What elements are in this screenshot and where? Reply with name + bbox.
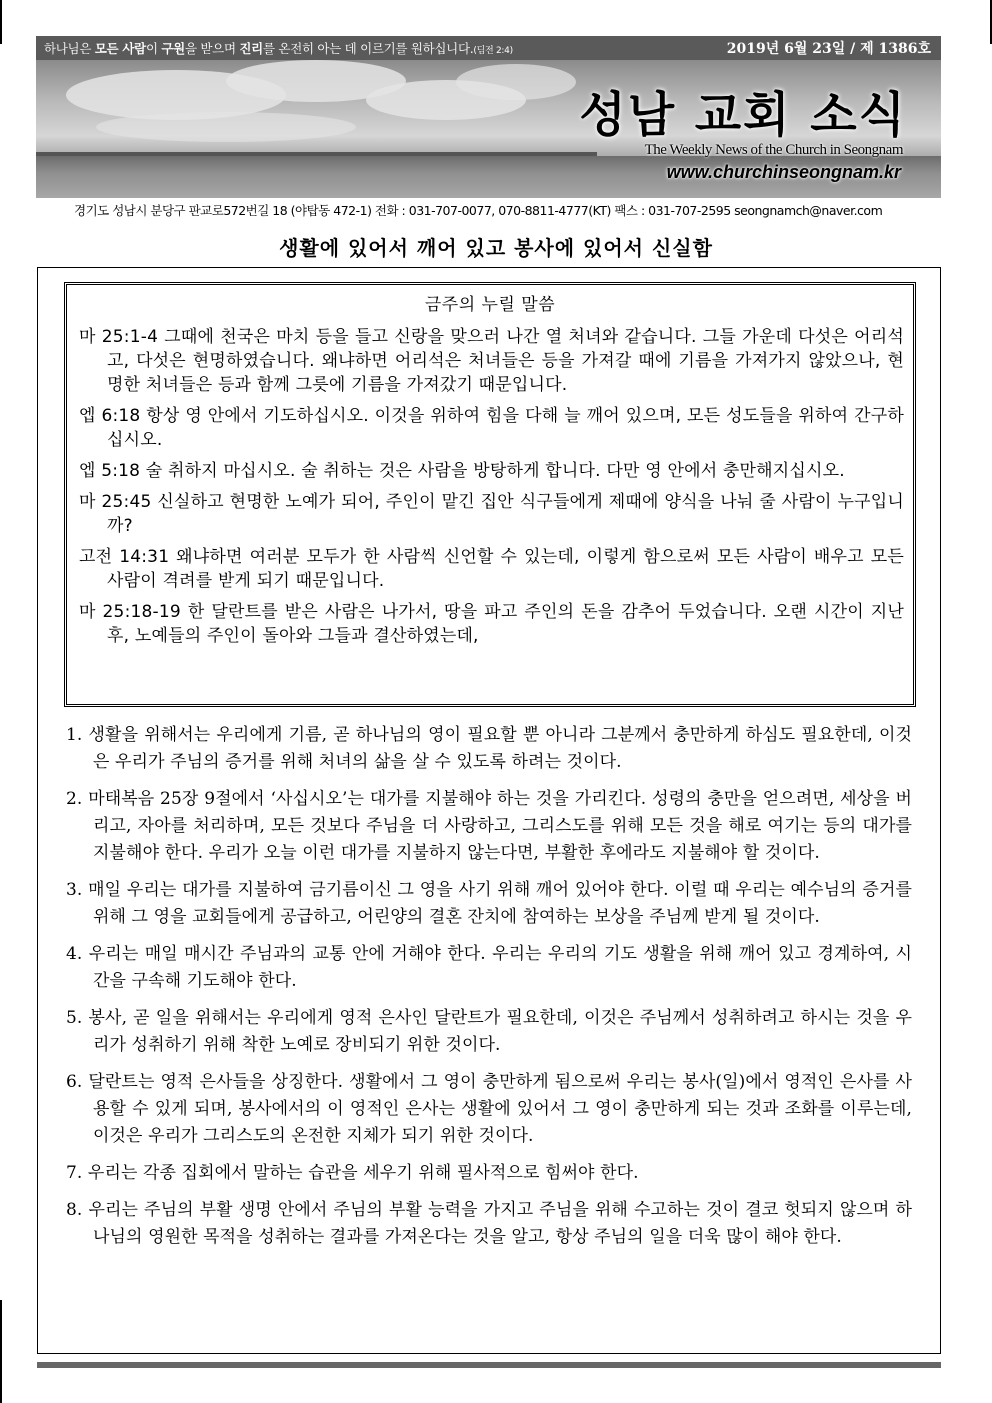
outline-point: 6. 달란트는 영적 은사들을 상징한다. 생활에서 그 영이 충만하게 됨으로써 우리는 봉사(일)에서 영적인 은사를 사용할 수 있게 되며, 봉사에서의 이 영적인 은사는 생활에 있어서 그 영이 충만하게 되는 것과 조화를 이루는데, 이것은 우리가 그리스도의 온전한 지체가 되기 위한 것이다. — [66, 1072, 912, 1146]
masthead — [36, 36, 941, 198]
outline-point: 5. 봉사, 곧 일을 위해서는 우리에게 영적 은사인 달란트가 필요한데, 이것은 주님께서 성취하려고 하시는 것을 우리가 성취하기 위해 착한 노예로 장비되기 위한 것이다. — [66, 1008, 912, 1055]
outline-point: 8. 우리는 주님의 부활 생명 안에서 주님의 부활 능력을 가지고 주님을 위해 수고하는 것이 결코 헛되지 않으며 하나님의 영원한 목적을 성취하는 결과를 가져온다는 것을 알고, 항상 주님의 일을 더욱 많이 해야 한다. — [66, 1200, 912, 1247]
verse-item: 마 25:1-4 그때에 천국은 마치 등을 들고 신랑을 맞으러 나간 열 처녀와 같습니다. 그들 가운데 다섯은 어리석고, 다섯은 현명하였습니다. 왜냐하면 어리석은 처녀들은 등을 가져갈 때에 기름을 가져가지 않았으나, 현명한 처녀들은 등과 함께 그릇에 기름을 가져갔기 때문입니다. — [79, 327, 904, 395]
outline-point: 4. 우리는 매일 매시간 주님과의 교통 안에 거해야 한다. 우리는 우리의 기도 생활을 위해 깨어 있고 경계하여, 시간을 구속해 기도해야 한다. — [66, 944, 912, 991]
outline-point: 2. 마태복음 25장 9절에서 ‘사십시오’는 대가를 지불해야 하는 것을 가리킨다. 성령의 충만을 얻으려면, 세상을 버리고, 자아를 처리하며, 모든 것보다 주님을 더 사랑하고, 그리스도를 위해 모든 것을 해로 여기는 등의 대가를 지불해야 한다. 우리가 오늘 이런 대가를 지불하지 않는다면, 부활한 후에라도 지불해야 할 것이다. — [66, 789, 912, 863]
outline-point: 1. 생활을 위해서는 우리에게 기름, 곧 하나님의 영이 필요할 뿐 아니라 그분께서 충만하게 하심도 필요한데, 이것은 우리가 주님의 증거를 위해 처녀의 삶을 살 수 있도록 하려는 것이다. — [66, 725, 912, 772]
verse-box-title: 금주의 누릴 말씀 — [424, 295, 556, 315]
date-issue: 2019년 6월 23일 / 제 1386호 — [726, 41, 931, 57]
motto-strip — [36, 36, 941, 60]
newsletter-title: 성남 교회 소식 — [579, 87, 907, 143]
verse-item: 엡 6:18 항상 영 안에서 기도하십시오. 이것을 위하여 힘을 다해 늘 깨어 있으며, 모든 성도들을 위하여 간구하십시오. — [79, 406, 904, 450]
verse-item: 마 25:45 신실하고 현명한 노예가 되어, 주인이 맡긴 집안 식구들에게 제때에 양식을 나눠 줄 사람이 누구입니까? — [79, 492, 904, 536]
weekly-verses-box — [64, 282, 916, 707]
footer-divider — [37, 1362, 941, 1368]
verse-item: 엡 5:18 술 취하지 마십시오. 술 취하는 것은 사람을 방탕하게 합니다. 다만 영 안에서 충만해지십시오. — [79, 461, 845, 481]
motto-verse: 하나님은 모든 사람이 구원을 받으며 진리를 온전히 아는 데 이르기를 원하십니다.(딤전 2:4) — [44, 41, 513, 56]
newsletter-subtitle: The Weekly News of the Church in Seongnam — [644, 142, 903, 158]
outline-points — [66, 722, 912, 1261]
website-link[interactable]: www.churchinseongnam.kr — [666, 162, 901, 182]
corner-mark-top-left — [0, 0, 2, 44]
church-address: 경기도 성남시 분당구 판교로572번길 18 (야탑동 472-1) 전화 : 031-707-0077, 070-8811-4777(KT) 팩스 : 031-707-2595 seongnamch@naver.com — [74, 203, 883, 218]
verse-item: 고전 14:31 왜냐하면 여러분 모두가 한 사람씩 신언할 수 있는데, 이렇게 함으로써 모든 사람이 배우고 모든 사람이 격려를 받게 되기 때문입니다. — [79, 547, 904, 591]
verse-list — [79, 325, 904, 655]
outline-point: 7. 우리는 각종 집회에서 말하는 습관을 세우기 위해 필사적으로 힘써야 한다. — [66, 1163, 639, 1183]
verse-item: 마 25:18-19 한 달란트를 받은 사람은 나가서, 땅을 파고 주인의 돈을 감추어 두었습니다. 오랜 시간이 지난 후, 노예들의 주인이 돌아와 그들과 결산하였는데, — [79, 602, 904, 646]
outline-point: 3. 매일 우리는 대가를 지불하여 금기름이신 그 영을 사기 위해 깨어 있어야 한다. 이럴 때 우리는 예수님의 증거를 위해 그 영을 교회들에게 공급하고, 어린양의 결혼 잔치에 참여하는 보상을 주님께 받게 될 것이다. — [66, 880, 912, 927]
page-headline: 생활에 있어서 깨어 있고 봉사에 있어서 신실함 — [279, 236, 713, 260]
corner-mark-bottom-left — [0, 1300, 2, 1403]
